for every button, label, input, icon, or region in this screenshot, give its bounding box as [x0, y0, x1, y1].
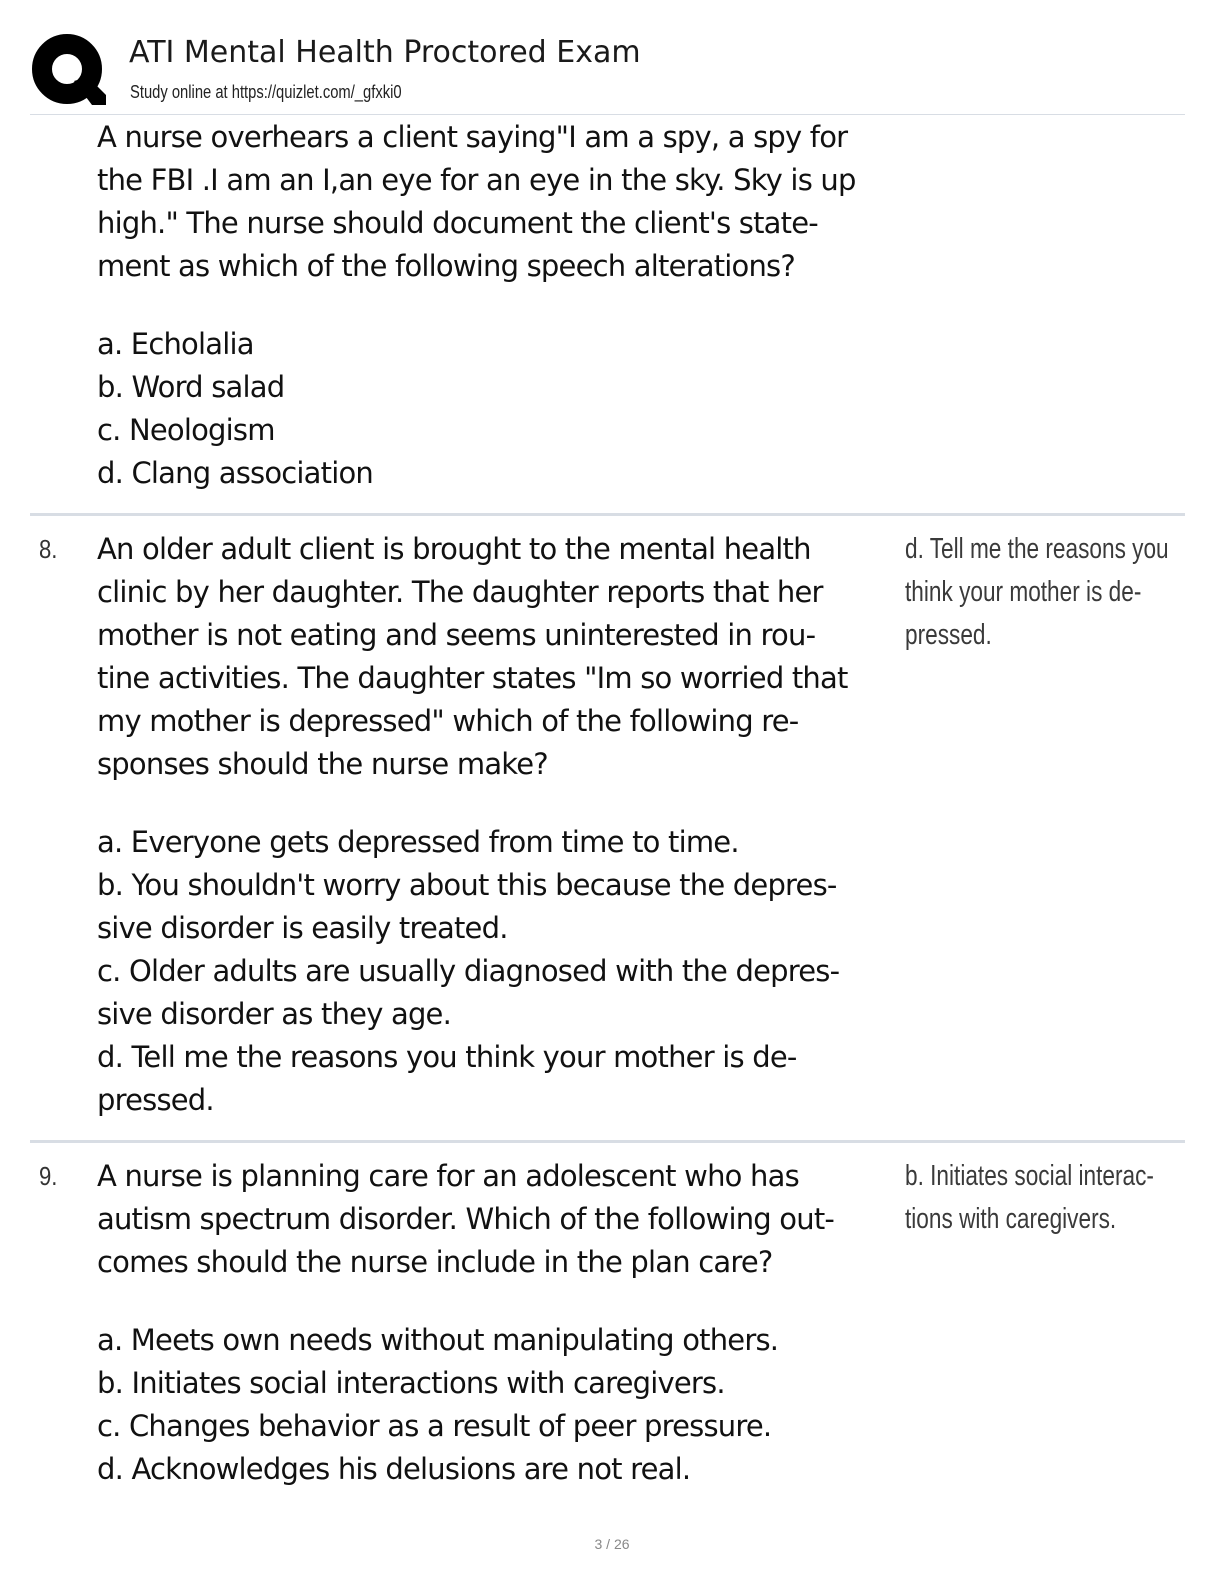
answer-text-line: tions with caregivers.	[905, 1203, 1117, 1235]
page-indicator: 3 / 26	[594, 1536, 630, 1552]
header-divider	[30, 114, 1185, 115]
question-text-line: comes should the nurse include in the plan care?	[97, 1245, 773, 1279]
quizlet-q-logo-icon	[30, 33, 106, 109]
card-divider	[30, 1140, 1185, 1143]
question-text-line: An older adult client is brought to the mental health	[97, 532, 811, 566]
question-text-line: sponses should the nurse make?	[97, 747, 548, 781]
question-text-line: the FBI .I am an I,an eye for an eye in the sky. Sky is up	[97, 163, 856, 197]
option-a: a. Meets own needs without manipulating others.	[97, 1323, 779, 1357]
option-c: c. Older adults are usually diagnosed with the depres-	[97, 954, 840, 988]
card-divider	[30, 513, 1185, 516]
answer-text-line: think your mother is de-	[905, 576, 1142, 608]
answer-card-9	[905, 1155, 1154, 1241]
question-text-line: ment as which of the following speech alterations?	[97, 249, 795, 283]
option-b: b. Initiates social interactions with caregivers.	[97, 1366, 725, 1400]
question-text-line: autism spectrum disorder. Which of the following out-	[97, 1202, 835, 1236]
option-b-cont: sive disorder is easily treated.	[97, 911, 508, 945]
question-text-line: my mother is depressed" which of the following re-	[97, 704, 799, 738]
question-text-line: A nurse is planning care for an adolescent who has	[97, 1159, 799, 1193]
question-text-line: tine activities. The daughter states "Im so worried that	[97, 661, 848, 695]
answer-text-line: d. Tell me the reasons you	[905, 533, 1169, 565]
study-online-link[interactable]: Study online at https://quizlet.com/_gfxki0	[130, 82, 402, 102]
answer-text-line: pressed.	[905, 619, 992, 651]
question-text-line: A nurse overhears a client saying"I am a spy, a spy for	[97, 120, 848, 154]
question-number: 8.	[39, 534, 58, 564]
document-title: ATI Mental Health Proctored Exam	[129, 35, 641, 70]
option-d: d. Tell me the reasons you think your mother is de-	[97, 1040, 797, 1074]
question-text-line: clinic by her daughter. The daughter reports that her	[97, 575, 823, 609]
option-c-cont: sive disorder as they age.	[97, 997, 452, 1031]
question-number: 9.	[39, 1161, 58, 1191]
option-d: d. Acknowledges his delusions are not real.	[97, 1452, 691, 1486]
option-b: b. Word salad	[97, 370, 285, 404]
option-c: c. Neologism	[97, 413, 275, 447]
question-text-line: high." The nurse should document the client's state-	[97, 206, 818, 240]
option-b: b. You shouldn't worry about this because the depres-	[97, 868, 837, 902]
answer-text-line: b. Initiates social interac-	[905, 1160, 1154, 1192]
option-a: a. Echolalia	[97, 327, 254, 361]
option-a: a. Everyone gets depressed from time to time.	[97, 825, 739, 859]
answer-card-8	[905, 528, 1169, 657]
option-c: c. Changes behavior as a result of peer pressure.	[97, 1409, 772, 1443]
option-d: d. Clang association	[97, 456, 373, 490]
question-text-line: mother is not eating and seems uninterested in rou-	[97, 618, 816, 652]
question-card-continued	[97, 116, 902, 495]
question-card-8	[97, 528, 902, 1122]
option-d-cont: pressed.	[97, 1083, 214, 1117]
question-card-9	[97, 1155, 902, 1491]
